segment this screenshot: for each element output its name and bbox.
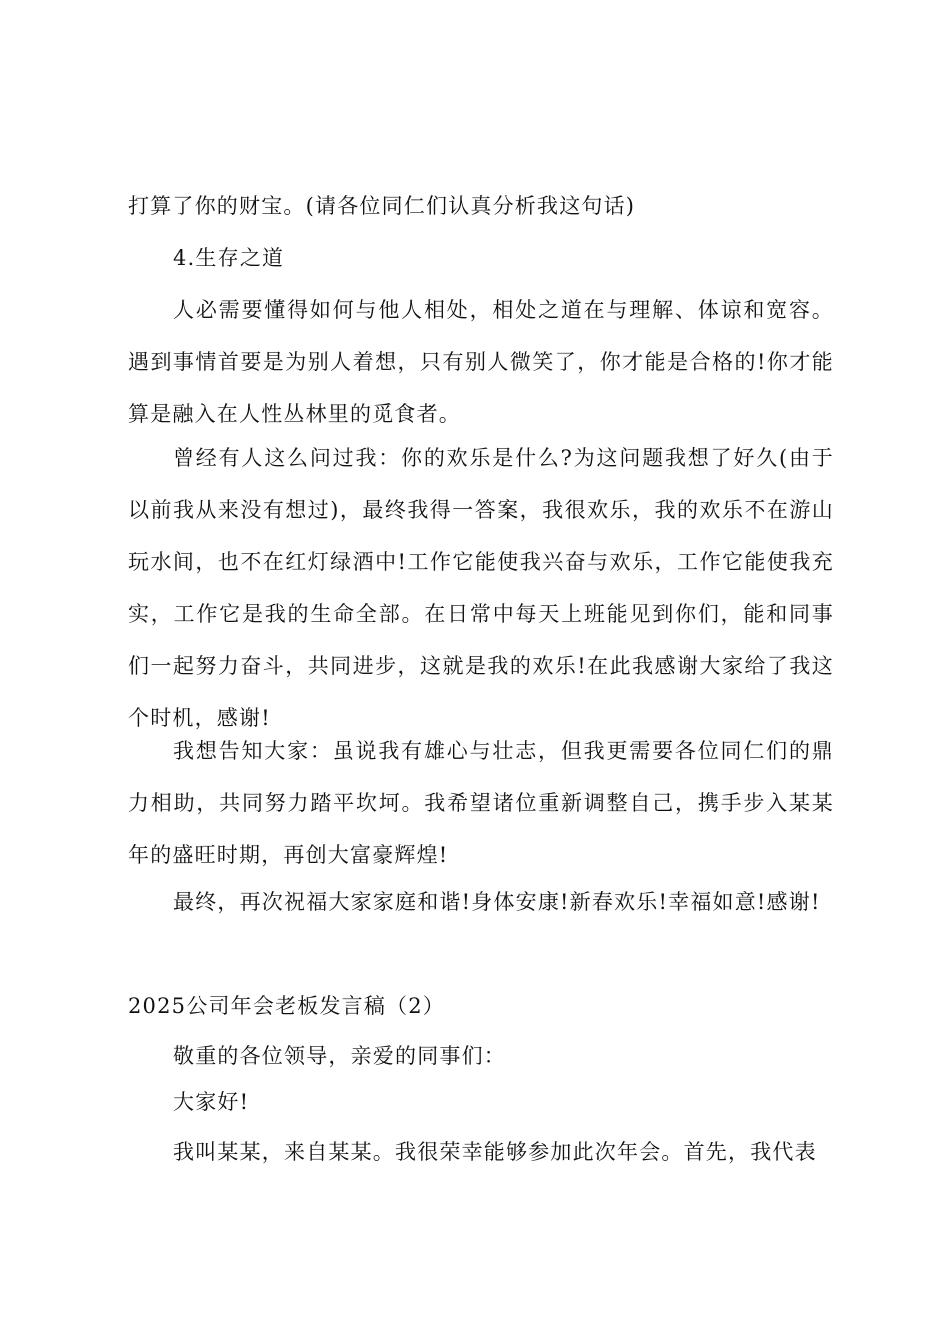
paragraph-closing-wishes: 最终，再次祝福大家家庭和谐!身体安康!新春欢乐!幸福如意!感谢! [173,890,821,914]
paragraph-introduction: 我叫某某，来自某某。我很荣幸能够参加此次年会。首先，我代表 [173,1140,817,1164]
salutation: 敬重的各位领导，亲爱的同事们： [173,1044,506,1068]
section-heading-survival: 4.生存之道 [173,246,285,270]
paragraph-continuation: 打算了你的财宝。(请各位同仁们认真分析我这句话) [128,194,636,218]
paragraph-getting-along: 人必需要懂得如何与他人相处，相处之道在与理解、体谅和宽容。遇到事情首要是为别人着想，只有别人微笑了，你才能是合格的!你才能算是融入在人性丛林里的觅食者。 [128,298,834,426]
greeting: 大家好! [173,1090,250,1114]
paragraph-happiness: 曾经有人这么问过我：你的欢乐是什么?为这问题我想了好久(由于以前我从来没有想过)，最终我得一答案，我很欢乐，我的欢乐不在游山玩水间，也不在红灯绿酒中!工作它能使我兴奋与欢乐，工作它能使我充实，工作它是我的生命全部。在日常中每天上班能见到你们，能和同事们一起努力奋斗，共同进步，这就是我的欢乐!在此我感谢大家给了我这个时机，感谢! [128,446,834,730]
paragraph-ambition: 我想告知大家：虽说我有雄心与壮志，但我更需要各位同仁们的鼎力相助，共同努力踏平坎坷。我希望诸位重新调整自己，携手步入某某年的盛旺时期，再创大富豪辉煌! [128,739,834,867]
speech-title: 2025公司年会老板发言稿（2） [128,994,446,1018]
